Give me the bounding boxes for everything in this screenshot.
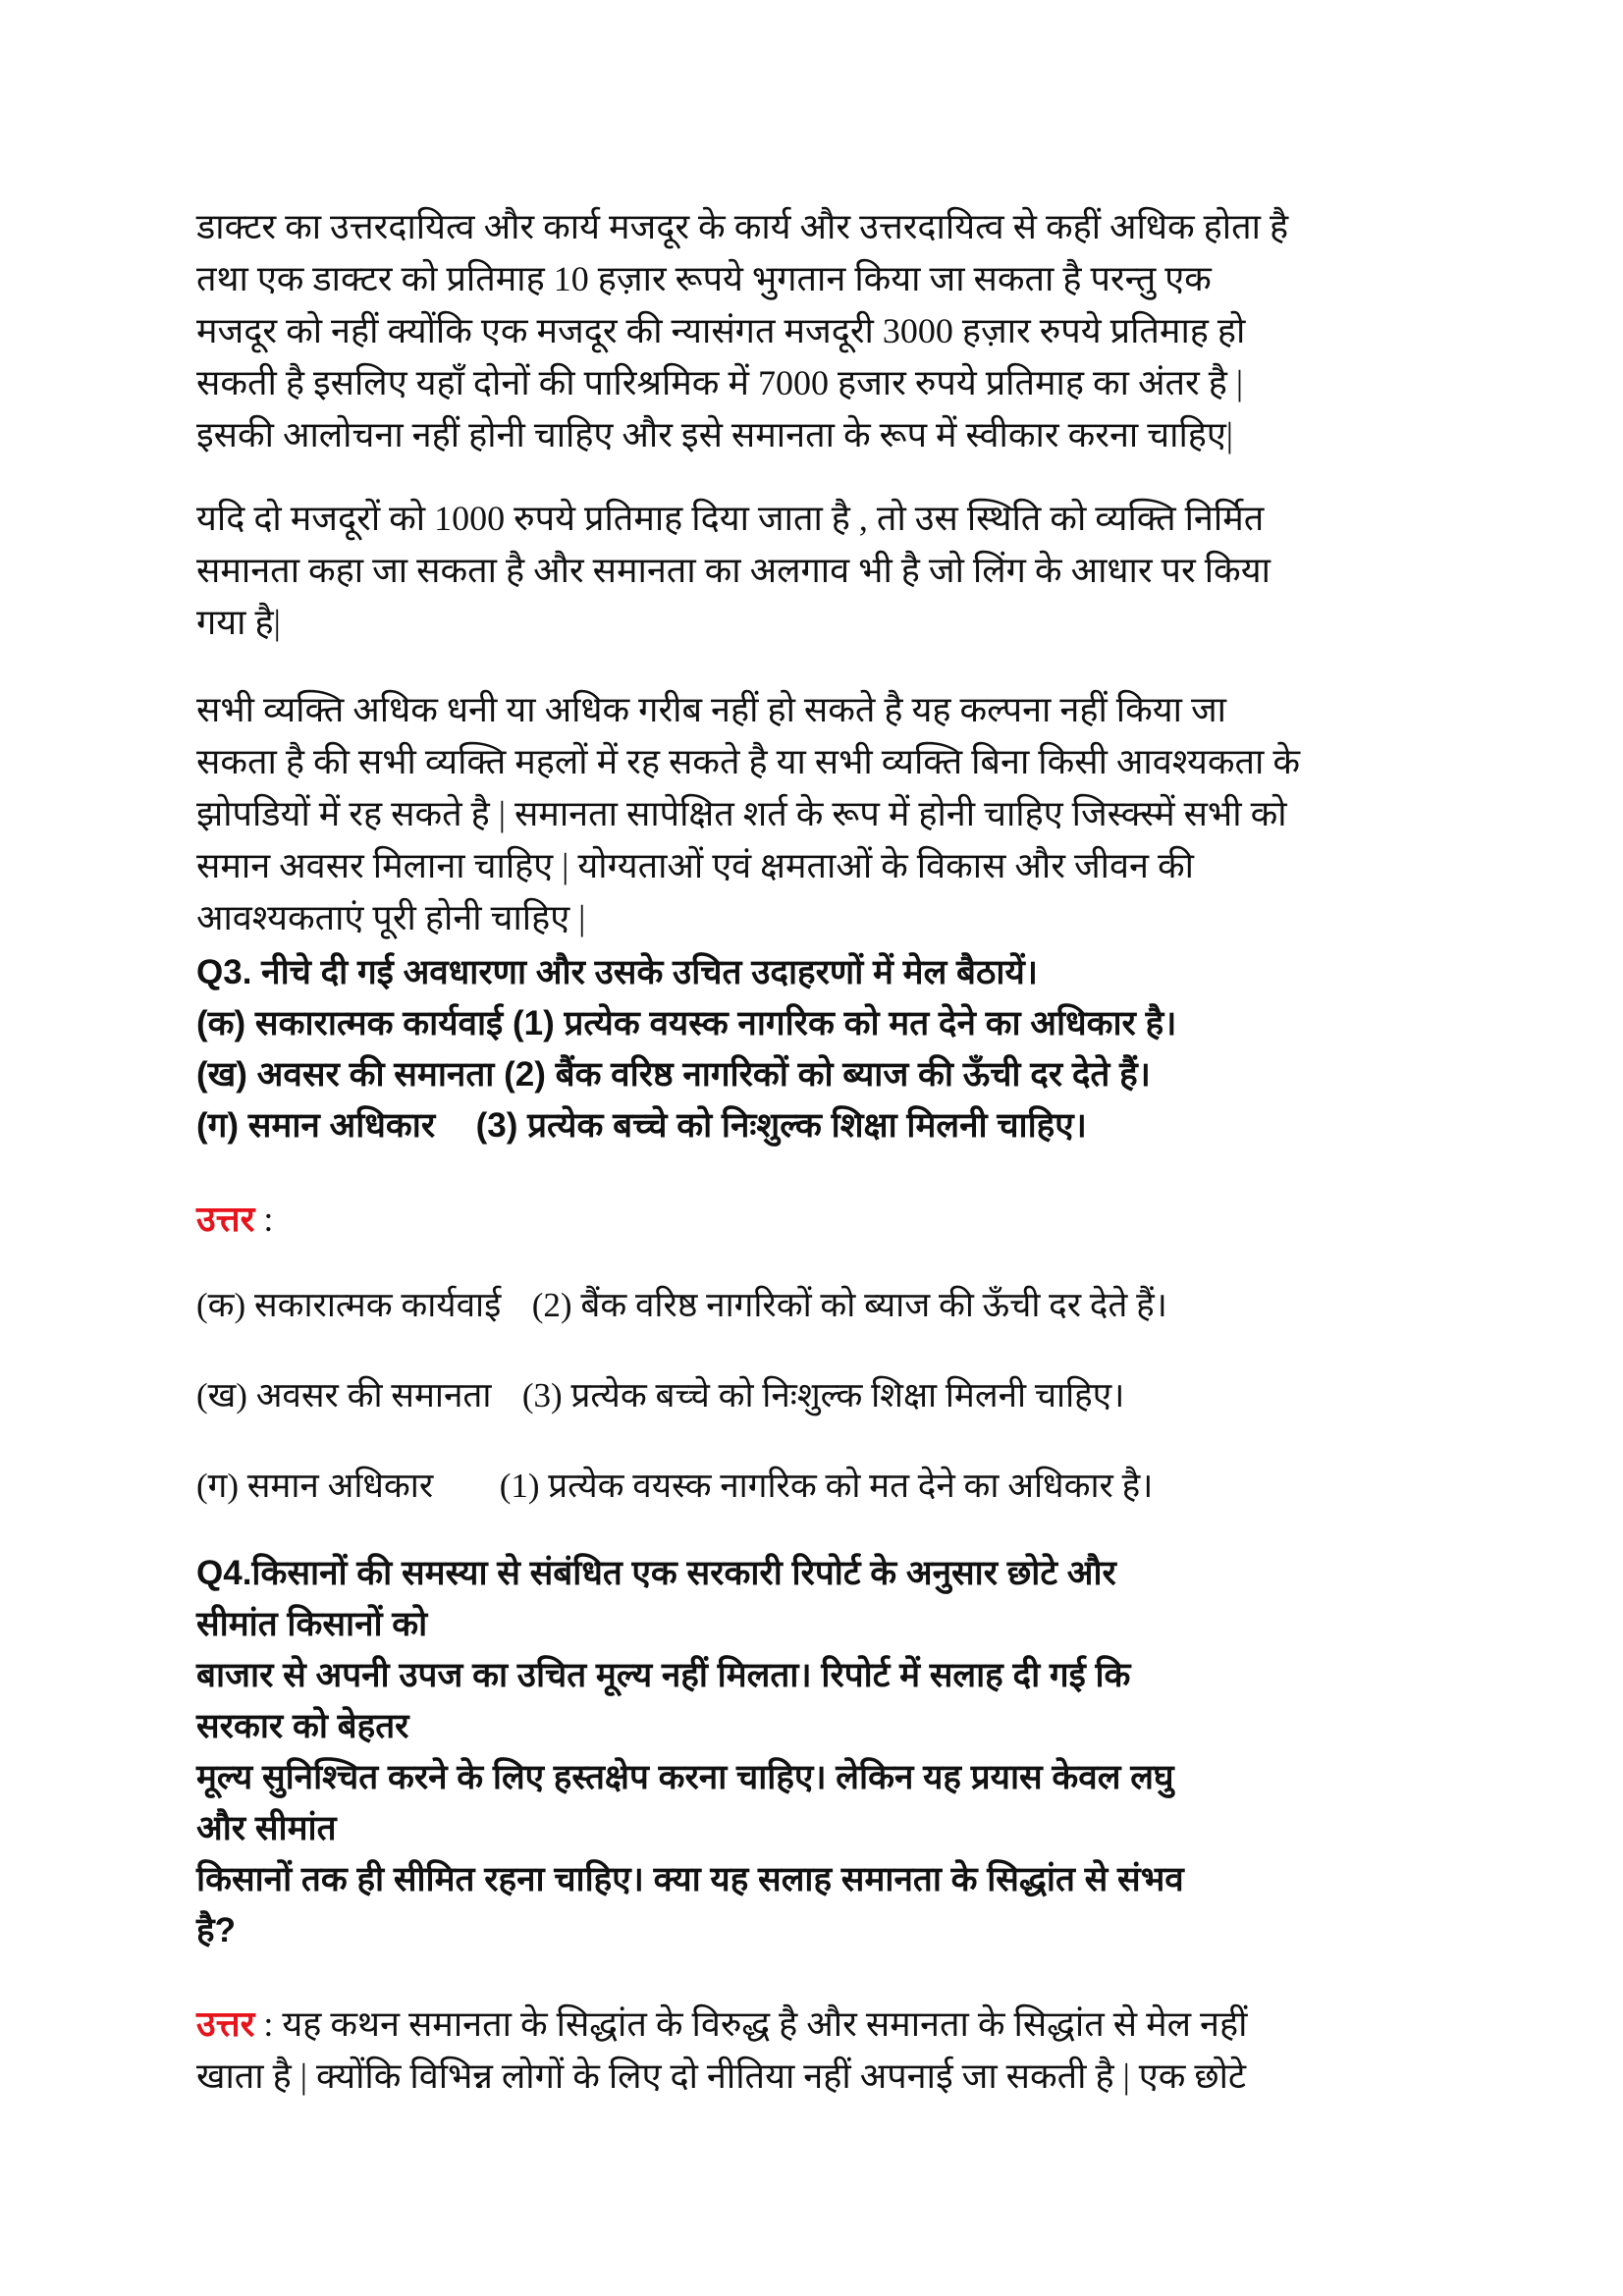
text-line: डाक्टर का उत्तरदायित्व और कार्य मजदूर के कार्य और उत्तरदायित्व से कहीं अधिक होता है [196, 207, 1289, 246]
text-line: आवश्यकताएं पूरी होनी चाहिए | [196, 898, 586, 937]
text-line: सकता है की सभी व्यक्ति महलों में रह सकते है या सभी व्यक्ति बिना किसी आवश्यकता के [196, 742, 1301, 781]
text-line: सरकार को बेहतर [196, 1707, 409, 1745]
example: (1) प्रत्येक वयस्क नागरिक को मत देने का अधिकार है। [499, 1467, 1154, 1505]
answer-text: : यह कथन समानता के सिद्धांत के विरुद्ध है और समानता के सिद्धांत से मेल नहीं [254, 2004, 1248, 2044]
answer-4 [196, 1998, 1453, 2103]
concept: (ग) समान अधिकार [196, 1106, 436, 1145]
question-item [196, 1100, 1453, 1151]
concept: (ख) अवसर की समानता [196, 1055, 495, 1094]
example: (3) प्रत्येक बच्चे को निःशुल्क शिक्षा मिलनी चाहिए। [521, 1376, 1125, 1415]
answer-3-header [196, 1193, 1453, 1246]
paragraph-two-labourers [196, 493, 1453, 649]
text-line: समानता कहा जा सकता है और समानता का अलगाव भी है जो लिंग के आधार पर किया [196, 551, 1271, 590]
text-line: Q4.किसानों की समस्या से संबंधित एक सरकारी रिपोर्ट के अनुसार छोटे और [196, 1554, 1116, 1592]
text-line [196, 1998, 1453, 2051]
text-line: खाता है | क्योंकि विभिन्न लोगों के लिए दो नीतिया नहीं अपनाई जा सकती है | एक छोटे [196, 2056, 1247, 2096]
text-line: सकती है इसलिए यहाँ दोनों की पारिश्रमिक में 7000 हजार रुपये प्रतिमाह का अंतर है | [196, 363, 1244, 402]
example: (2) बैंक वरिष्ठ नागरिकों को ब्याज की ऊँची दर देते हैं। [531, 1286, 1167, 1324]
text-line: मजदूर को नहीं क्योंकि एक मजदूर की न्यासंगत मजदूरी 3000 हज़ार रुपये प्रतिमाह हो [196, 311, 1246, 350]
answer-label: उत्तर [196, 2003, 255, 2044]
text-line: और सीमांत [196, 1809, 337, 1847]
answer-separator: : [254, 1200, 274, 1239]
answer-row [196, 1281, 1453, 1330]
paragraph-relative-equality [196, 684, 1453, 944]
example: (3) प्रत्येक बच्चे को निःशुल्क शिक्षा मिलनी चाहिए। [475, 1106, 1087, 1145]
question-4 [196, 1548, 1453, 1956]
question-3 [196, 947, 1453, 1151]
concept: (क) सकारात्मक कार्यवाई [196, 1286, 502, 1324]
text-line: मूल्य सुनिश्चित करने के लिए हस्तक्षेप करना चाहिए। लेकिन यह प्रयास केवल लघु [196, 1758, 1174, 1796]
text-line: इसकी आलोचना नहीं होनी चाहिए और इसे समानता के रूप में स्वीकार करना चाहिए| [196, 415, 1233, 454]
answer-row [196, 1371, 1453, 1420]
text-line: गया है| [196, 603, 281, 642]
question-item [196, 1049, 1453, 1100]
text-line: समान अवसर मिलाना चाहिए | योग्यताओं एवं क्षमताओं के विकास और जीवन की [196, 846, 1194, 885]
concept: (ख) अवसर की समानता [196, 1376, 492, 1415]
question-item [196, 998, 1453, 1049]
text-line: बाजार से अपनी उपज का उचित मूल्य नहीं मिलता। रिपोर्ट में सलाह दी गई कि [196, 1656, 1131, 1694]
text-line: सीमांत किसानों को [196, 1605, 428, 1643]
concept: (ग) समान अधिकार [196, 1467, 434, 1505]
text-line: यदि दो मजदूरों को 1000 रुपये प्रतिमाह दिया जाता है , तो उस स्थिति को व्यक्ति निर्मित [196, 499, 1265, 538]
answer-label: उत्तर [196, 1199, 255, 1239]
example: (2) बैंक वरिष्ठ नागरिकों को ब्याज की ऊँची दर देते हैं। [504, 1055, 1151, 1094]
answer-row [196, 1462, 1453, 1511]
text-line: तथा एक डाक्टर को प्रतिमाह 10 हज़ार रूपये भुगतान किया जा सकता है परन्तु एक [196, 259, 1212, 298]
concept: (क) सकारात्मक कार्यवाई [196, 1004, 504, 1042]
text-line: किसानों तक ही सीमित रहना चाहिए। क्या यह सलाह समानता के सिद्धांत से संभव [196, 1860, 1184, 1898]
question-title: Q3. नीचे दी गई अवधारणा और उसके उचित उदाहरणों में मेल बैठायें। [196, 953, 1039, 991]
example: (1) प्रत्येक वयस्क नागरिक को मत देने का अधिकार है। [512, 1004, 1177, 1042]
text-line: झोपडियों में रह सकते है | समानता सापेक्षित शर्त के रूप में होनी चाहिए जिस्क्स्में सभी को [196, 794, 1287, 833]
paragraph-doctor-labourer [196, 201, 1453, 461]
text-line: सभी व्यक्ति अधिक धनी या अधिक गरीब नहीं हो सकते है यह कल्पना नहीं किया जा [196, 690, 1227, 729]
text-line: है? [196, 1911, 236, 1949]
